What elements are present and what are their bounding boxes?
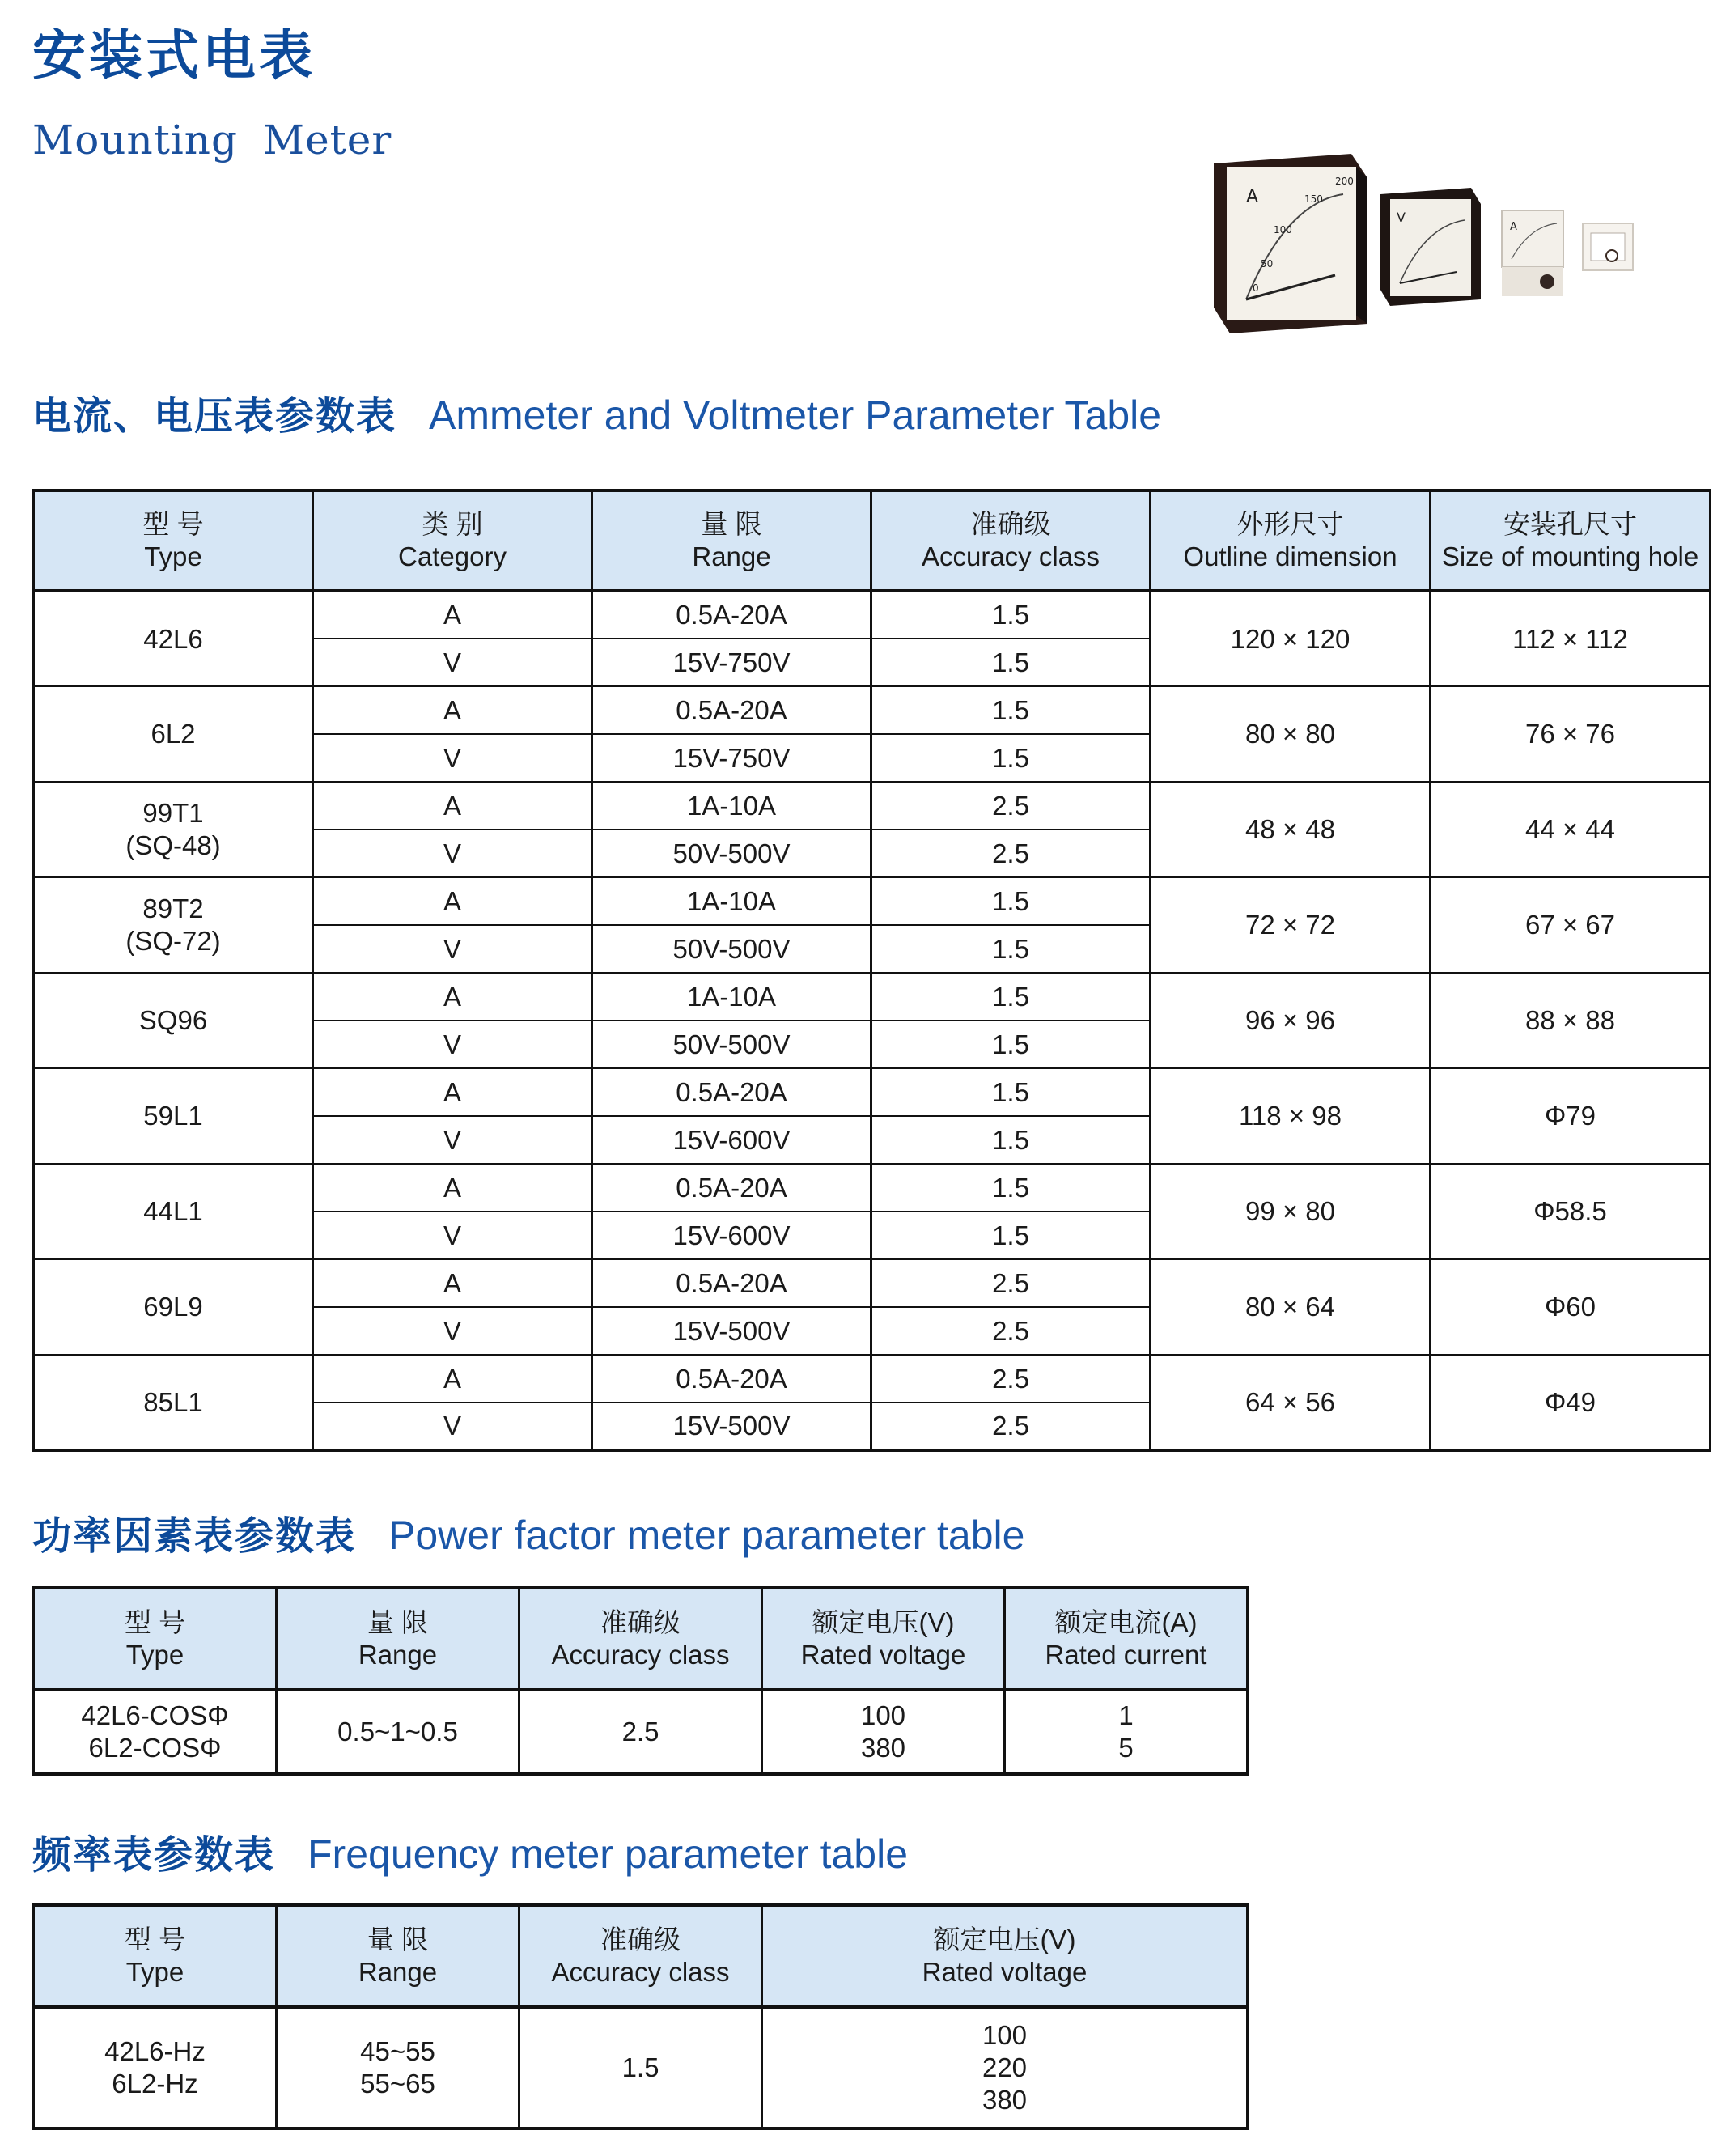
cell-category: V [313,1307,592,1355]
cell-range: 50V-500V [592,1021,871,1068]
cell-mounting-hole: 88 × 88 [1431,973,1711,1068]
cell-type: 99T1 (SQ-48) [34,782,313,877]
cell-type: 59L1 [34,1068,313,1164]
table-row [34,1690,1248,1774]
cell-category: A [313,1259,592,1307]
cell-range: 1A-10A [592,877,871,925]
meter-mini-icon [1583,223,1633,270]
table-row [34,782,1711,830]
cell-category: A [313,1068,592,1116]
page-subtitle: Mounting Meter [32,117,392,163]
table-header-row [34,1588,1248,1690]
cell-accuracy: 2.5 [871,1403,1151,1450]
cell-accuracy: 1.5 [871,1164,1151,1212]
cell-mounting-hole: 44 × 44 [1431,782,1711,877]
cell-category: V [313,1403,592,1450]
cell-range: 1A-10A [592,973,871,1021]
header-mounting-hole: 安装孔尺寸 Size of mounting hole [1431,490,1711,591]
header-accuracy: 准确级 Accuracy class [871,490,1151,591]
cell-mounting-hole: Φ49 [1431,1355,1711,1450]
cell-category: V [313,734,592,782]
cell-mounting-hole: 67 × 67 [1431,877,1711,973]
header-rated-current: 额定电流(A) Rated current [1005,1588,1248,1690]
cell-type: 42L6-Hz 6L2-Hz [34,2007,277,2128]
table-header-row [34,1905,1248,2007]
cell-range: 15V-600V [592,1212,871,1259]
cell-range: 15V-750V [592,639,871,686]
power-factor-table [32,1586,1249,1776]
cell-mounting-hole: Φ58.5 [1431,1164,1711,1259]
cell-range: 15V-600V [592,1116,871,1164]
cell-outline: 96 × 96 [1151,973,1431,1068]
cell-accuracy: 1.5 [871,877,1151,925]
cell-category: A [313,782,592,830]
cell-outline: 48 × 48 [1151,782,1431,877]
cell-type: 89T2 (SQ-72) [34,877,313,973]
cell-category: A [313,1164,592,1212]
cell-range: 50V-500V [592,830,871,877]
cell-accuracy: 2.5 [519,1690,762,1774]
cell-type: 42L6 [34,591,313,686]
cell-accuracy: 1.5 [871,639,1151,686]
cell-range: 15V-500V [592,1403,871,1450]
cell-rated-current: 1 5 [1005,1690,1248,1774]
cell-accuracy: 1.5 [871,591,1151,639]
svg-text:V: V [1397,210,1406,225]
ammeter-section-title-en: Ammeter and Voltmeter Parameter Table [429,393,1162,438]
header-type: 型 号 Type [34,1588,277,1690]
cell-accuracy: 1.5 [871,1068,1151,1116]
header-accuracy: 准确级 Accuracy class [519,1588,762,1690]
cell-range: 0.5A-20A [592,1355,871,1403]
frequency-section-title-en: Frequency meter parameter table [307,1831,909,1877]
cell-range: 0.5A-20A [592,1068,871,1116]
table-row [34,591,1711,639]
svg-text:200: 200 [1335,176,1354,187]
cell-type: SQ96 [34,973,313,1068]
cell-range: 0.5A-20A [592,686,871,734]
frequency-section-title [32,1826,908,1892]
cell-type: 42L6-COSΦ 6L2-COSΦ [34,1690,277,1774]
table-row [34,877,1711,925]
header-outline: 外形尺寸 Outline dimension [1151,490,1431,591]
meter-small-icon [1502,210,1563,296]
cell-mounting-hole: 76 × 76 [1431,686,1711,782]
meter-large-icon [1214,154,1367,333]
cell-accuracy: 2.5 [871,1355,1151,1403]
cell-category: V [313,1212,592,1259]
table-row [34,973,1711,1021]
cell-outline: 80 × 80 [1151,686,1431,782]
cell-outline: 64 × 56 [1151,1355,1431,1450]
cell-accuracy: 2.5 [871,1259,1151,1307]
cell-accuracy: 1.5 [871,1021,1151,1068]
table-row [34,1355,1711,1403]
svg-text:150: 150 [1304,193,1323,205]
power-factor-section-title-cn: 功率因素表参数表 [32,1513,357,1559]
table-row [34,1259,1711,1307]
cell-accuracy: 2.5 [871,830,1151,877]
table-row [34,1068,1711,1116]
cell-accuracy: 1.5 [519,2007,762,2128]
frequency-section-title-cn: 频率表参数表 [32,1832,276,1878]
header-rated-voltage: 额定电压(V) Rated voltage [762,1905,1248,2007]
cell-outline: 118 × 98 [1151,1068,1431,1164]
frequency-table [32,1903,1249,2130]
cell-range: 15V-750V [592,734,871,782]
cell-range: 15V-500V [592,1307,871,1355]
cell-category: A [313,1355,592,1403]
cell-mounting-hole: Φ79 [1431,1068,1711,1164]
meter-label: A [1246,187,1259,207]
svg-text:50: 50 [1261,258,1274,270]
power-factor-section-title [32,1507,1024,1573]
cell-type: 6L2 [34,686,313,782]
cell-accuracy: 1.5 [871,1116,1151,1164]
cell-category: V [313,830,592,877]
cell-range: 0.5A-20A [592,591,871,639]
power-factor-section-title-en: Power factor meter parameter table [388,1513,1025,1558]
header-type: 型 号 Type [34,490,313,591]
cell-category: V [313,639,592,686]
cell-category: A [313,686,592,734]
svg-text:100: 100 [1274,224,1292,236]
ammeter-section-title-cn: 电流、电压表参数表 [32,393,397,439]
cell-outline: 120 × 120 [1151,591,1431,686]
cell-accuracy: 1.5 [871,1212,1151,1259]
cell-type: 44L1 [34,1164,313,1259]
cell-accuracy: 2.5 [871,1307,1151,1355]
header-rated-voltage: 额定电压(V) Rated voltage [762,1588,1005,1690]
cell-category: V [313,1116,592,1164]
cell-accuracy: 1.5 [871,925,1151,973]
ammeter-section-title [32,387,1161,453]
cell-range: 0.5~1~0.5 [277,1690,519,1774]
cell-range: 1A-10A [592,782,871,830]
svg-text:A: A [1510,221,1517,233]
cell-accuracy: 2.5 [871,782,1151,830]
cell-category: A [313,973,592,1021]
header-range: 量 限 Range [592,490,871,591]
cell-type: 69L9 [34,1259,313,1355]
cell-mounting-hole: Φ60 [1431,1259,1711,1355]
cell-rated-voltage: 100 380 [762,1690,1005,1774]
cell-outline: 72 × 72 [1151,877,1431,973]
cell-accuracy: 1.5 [871,734,1151,782]
ammeter-table-body [34,591,1711,1450]
table-header-row [34,490,1711,591]
page-title: 安装式电表 [32,24,316,87]
cell-category: V [313,1021,592,1068]
cell-range: 0.5A-20A [592,1259,871,1307]
cell-type: 85L1 [34,1355,313,1450]
cell-outline: 99 × 80 [1151,1164,1431,1259]
table-row [34,1164,1711,1212]
cell-accuracy: 1.5 [871,973,1151,1021]
meter-medium-icon [1380,188,1481,306]
ammeter-voltmeter-table [32,489,1711,1452]
svg-text:0: 0 [1253,282,1259,294]
cell-range: 50V-500V [592,925,871,973]
table-row [34,2007,1248,2128]
cell-category: A [313,591,592,639]
header-category: 类 别 Category [313,490,592,591]
header-range: 量 限 Range [277,1905,519,2007]
table-row [34,686,1711,734]
cell-category: A [313,877,592,925]
cell-range: 45~55 55~65 [277,2007,519,2128]
cell-outline: 80 × 64 [1151,1259,1431,1355]
header-accuracy: 准确级 Accuracy class [519,1905,762,2007]
cell-accuracy: 1.5 [871,686,1151,734]
cell-range: 0.5A-20A [592,1164,871,1212]
panel-meters-photo [1214,146,1699,340]
header-type: 型 号 Type [34,1905,277,2007]
header-range: 量 限 Range [277,1588,519,1690]
cell-rated-voltage: 100 220 380 [762,2007,1248,2128]
cell-category: V [313,925,592,973]
cell-mounting-hole: 112 × 112 [1431,591,1711,686]
